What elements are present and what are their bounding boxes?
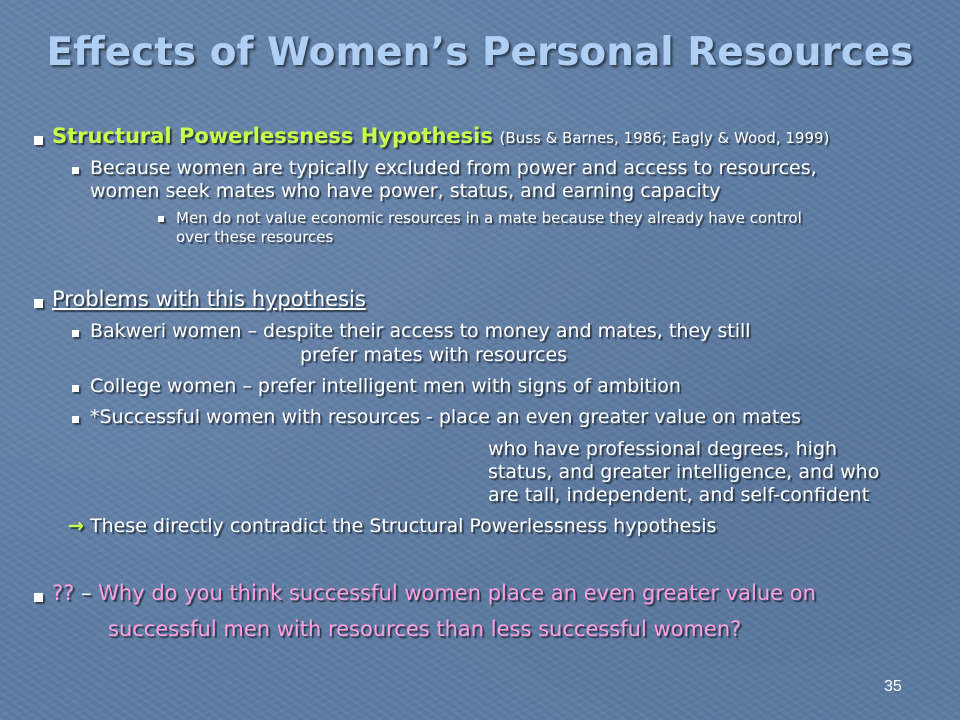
conclusion-line [68,515,716,537]
men-resources-line2: over these resources [176,228,334,246]
bullet-icon [72,385,79,392]
hypothesis-heading: Structural Powerlessness Hypothesis [52,124,493,148]
arrow-right-icon: → [68,515,84,537]
hypothesis-explanation-line2: women seek mates who have power, status, and earning capacity [90,180,721,202]
bullet-icon [34,299,43,308]
successful-women-line3: status, and greater intelligence, and who [488,461,880,483]
bullet-icon [72,167,79,174]
bakweri-line2: prefer mates with resources [300,344,568,366]
slide-title: Effects of Women’s Personal Resources [46,30,914,75]
problems-heading: Problems with this hypothesis [52,287,366,311]
successful-women-line1: *Successful women with resources - place an even greater value on mates [90,406,802,428]
bullet-icon [158,216,164,222]
men-resources-line1: Men do not value economic resources in a mate because they already have control [176,209,802,227]
bullet-icon [34,593,43,602]
bullet-icon [72,416,79,423]
hypothesis-explanation-line1: Because women are typically excluded from power and access to resources, [90,157,817,179]
successful-women-line4: are tall, independent, and self-confident [488,484,870,506]
bakweri-line1: Bakweri women – despite their access to money and mates, they still [90,320,751,342]
question-text-line2: successful men with resources than less successful women? [108,617,742,641]
hypothesis-citation: (Buss & Barnes, 1986; Eagly & Wood, 1999) [499,129,830,147]
question-line1 [52,581,816,605]
successful-women-line2: who have professional degrees, high [488,438,838,460]
conclusion-text: These directly contradict the Structural Powerlessness hypothesis [89,515,717,537]
college-women-line: College women – prefer intelligent men with signs of ambition [90,375,681,397]
hypothesis-heading-line [52,124,829,148]
question-dash: – [74,581,99,605]
page-number: 35 [884,678,902,695]
question-text-line1: Why do you think successful women place an even greater value on [98,581,816,605]
bullet-icon [72,330,79,337]
question-marks: ?? [52,581,75,605]
bullet-icon [34,136,43,145]
